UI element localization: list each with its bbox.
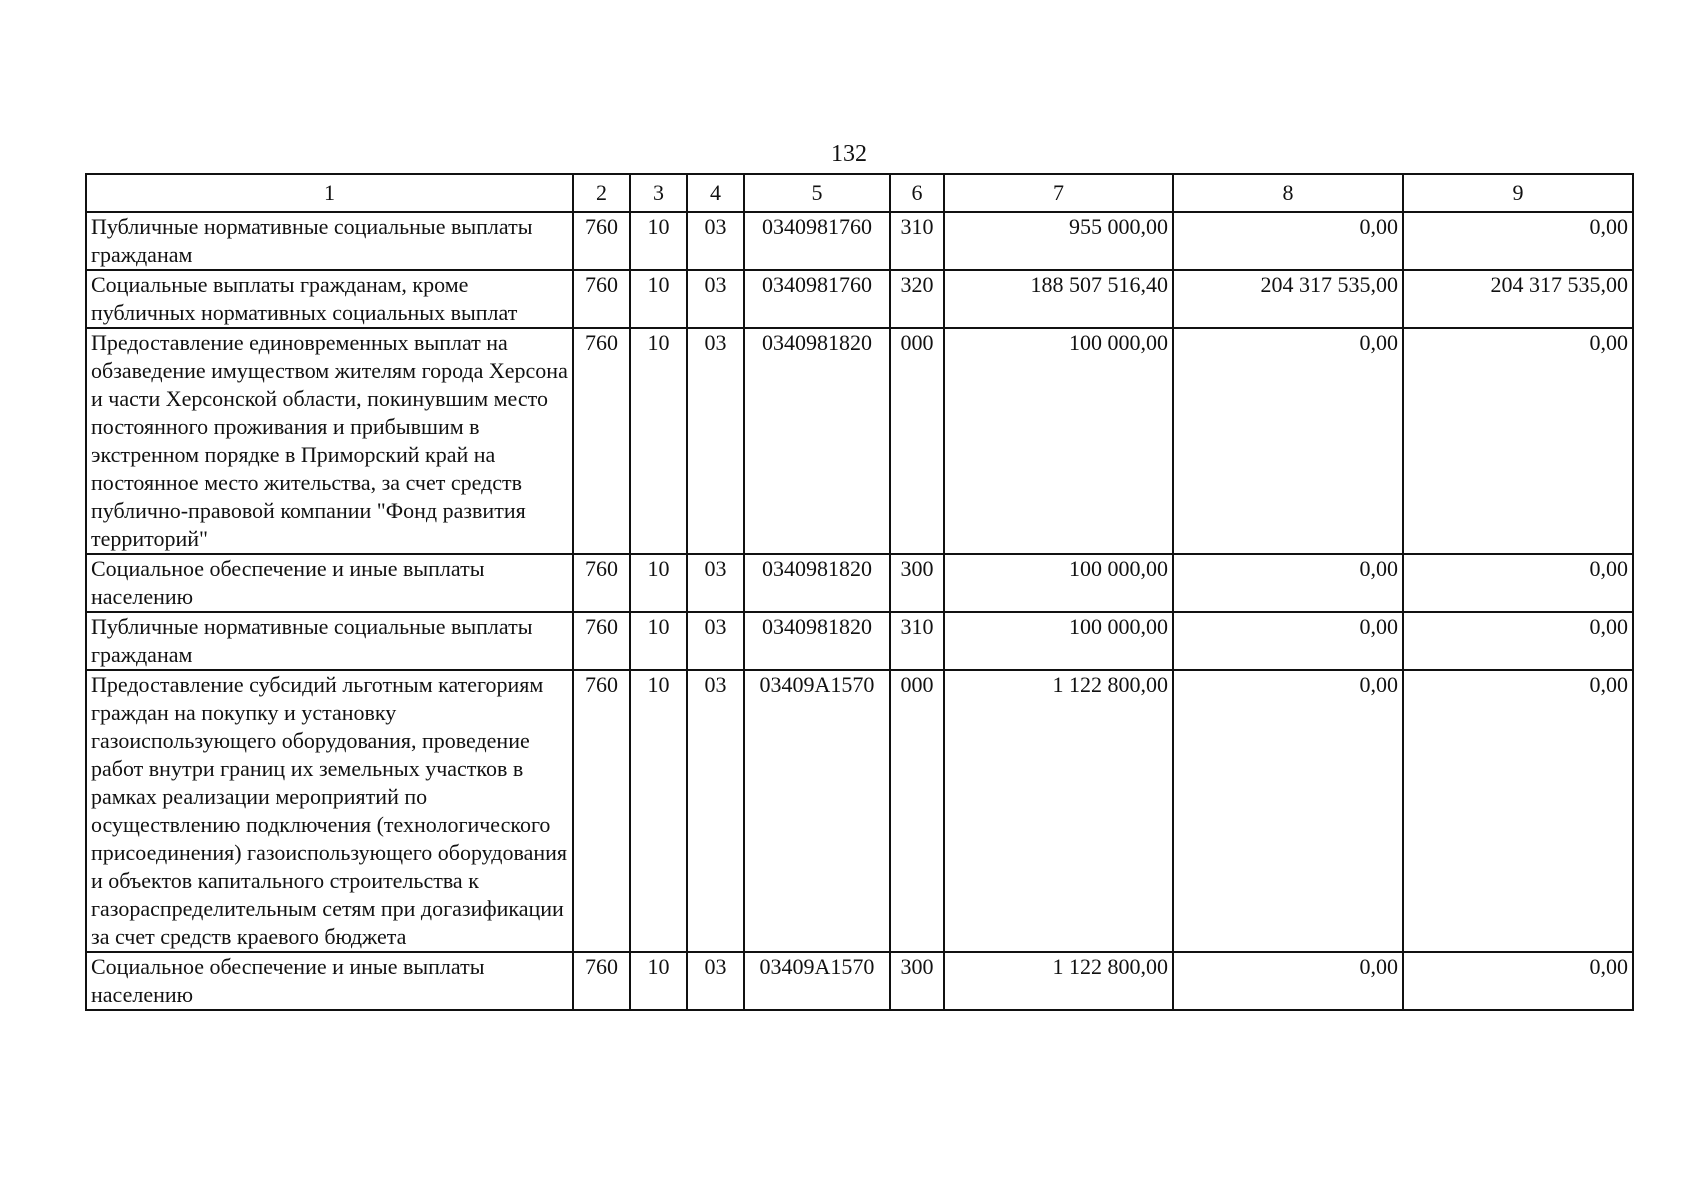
row-amount-col7: 100 000,00 (944, 328, 1173, 554)
row-code-expense-type: 300 (890, 952, 944, 1010)
row-amount-col7: 188 507 516,40 (944, 270, 1173, 328)
row-code-target: 0340981760 (744, 212, 890, 270)
row-amount-col9: 0,00 (1403, 212, 1633, 270)
row-amount-col8: 204 317 535,00 (1173, 270, 1403, 328)
row-amount-col8: 0,00 (1173, 212, 1403, 270)
table-row (86, 670, 1633, 952)
row-code-expense-type: 000 (890, 328, 944, 554)
row-name: Предоставление субсидий льготным категориям граждан на покупку и установку газоиспользующего оборудования, проведение работ внутри границ их земельных участков в рамках реализации мероприятий по осуществлению подключения (технологического присоединения) газоиспользующего оборудования и объектов капитального строительства к газораспределительным сетям при догазификации за счет средств краевого бюджета (86, 670, 573, 952)
row-code-subsection: 03 (687, 952, 744, 1010)
row-name: Социальное обеспечение и иные выплаты населению (86, 952, 573, 1010)
row-amount-col9: 0,00 (1403, 328, 1633, 554)
row-name: Социальные выплаты гражданам, кроме публичных нормативных социальных выплат (86, 270, 573, 328)
row-amount-col8: 0,00 (1173, 670, 1403, 952)
row-code-expense-type: 320 (890, 270, 944, 328)
row-code-ministry: 760 (573, 612, 630, 670)
row-amount-col7: 1 122 800,00 (944, 670, 1173, 952)
header-cell: 1 (86, 174, 573, 212)
header-cell: 2 (573, 174, 630, 212)
header-cell: 9 (1403, 174, 1633, 212)
row-code-ministry: 760 (573, 554, 630, 612)
row-code-target: 03409A1570 (744, 670, 890, 952)
row-code-ministry: 760 (573, 670, 630, 952)
row-code-target: 0340981820 (744, 328, 890, 554)
row-code-section: 10 (630, 612, 687, 670)
row-amount-col7: 1 122 800,00 (944, 952, 1173, 1010)
row-code-target: 03409A1570 (744, 952, 890, 1010)
table-row (86, 328, 1633, 554)
row-code-subsection: 03 (687, 612, 744, 670)
page-number: 132 (831, 141, 867, 167)
table-row (86, 612, 1633, 670)
row-name: Публичные нормативные социальные выплаты гражданам (86, 612, 573, 670)
row-amount-col9: 0,00 (1403, 554, 1633, 612)
header-cell: 7 (944, 174, 1173, 212)
header-cell: 8 (1173, 174, 1403, 212)
header-cell: 4 (687, 174, 744, 212)
row-code-section: 10 (630, 212, 687, 270)
row-amount-col8: 0,00 (1173, 554, 1403, 612)
row-code-section: 10 (630, 270, 687, 328)
row-amount-col7: 955 000,00 (944, 212, 1173, 270)
row-code-subsection: 03 (687, 212, 744, 270)
row-amount-col7: 100 000,00 (944, 612, 1173, 670)
row-code-subsection: 03 (687, 270, 744, 328)
row-code-subsection: 03 (687, 328, 744, 554)
row-amount-col8: 0,00 (1173, 952, 1403, 1010)
table-row (86, 952, 1633, 1010)
table-row (86, 554, 1633, 612)
row-code-section: 10 (630, 328, 687, 554)
row-code-ministry: 760 (573, 328, 630, 554)
header-cell: 3 (630, 174, 687, 212)
table-row (86, 212, 1633, 270)
row-name: Социальное обеспечение и иные выплаты населению (86, 554, 573, 612)
row-code-ministry: 760 (573, 270, 630, 328)
row-amount-col9: 0,00 (1403, 670, 1633, 952)
row-code-ministry: 760 (573, 952, 630, 1010)
row-code-subsection: 03 (687, 670, 744, 952)
row-code-section: 10 (630, 670, 687, 952)
row-code-ministry: 760 (573, 212, 630, 270)
row-amount-col8: 0,00 (1173, 612, 1403, 670)
row-amount-col7: 100 000,00 (944, 554, 1173, 612)
row-code-expense-type: 310 (890, 212, 944, 270)
row-code-section: 10 (630, 554, 687, 612)
row-name: Публичные нормативные социальные выплаты гражданам (86, 212, 573, 270)
row-amount-col9: 0,00 (1403, 612, 1633, 670)
header-row (86, 174, 1633, 212)
row-code-expense-type: 000 (890, 670, 944, 952)
row-amount-col9: 0,00 (1403, 952, 1633, 1010)
row-code-target: 0340981760 (744, 270, 890, 328)
header-cell: 5 (744, 174, 890, 212)
header-cell: 6 (890, 174, 944, 212)
row-name: Предоставление единовременных выплат на обзаведение имуществом жителям города Херсона и части Херсонской области, покинувшим место постоянного проживания и прибывшим в экстренном порядке в Приморский край на постоянное место жительства, за счет средств публично-правовой компании "Фонд развития территорий" (86, 328, 573, 554)
table-row (86, 270, 1633, 328)
budget-table (85, 173, 1634, 1011)
row-amount-col9: 204 317 535,00 (1403, 270, 1633, 328)
row-code-expense-type: 300 (890, 554, 944, 612)
row-code-target: 0340981820 (744, 554, 890, 612)
row-code-section: 10 (630, 952, 687, 1010)
row-amount-col8: 0,00 (1173, 328, 1403, 554)
row-code-expense-type: 310 (890, 612, 944, 670)
row-code-target: 0340981820 (744, 612, 890, 670)
row-code-subsection: 03 (687, 554, 744, 612)
